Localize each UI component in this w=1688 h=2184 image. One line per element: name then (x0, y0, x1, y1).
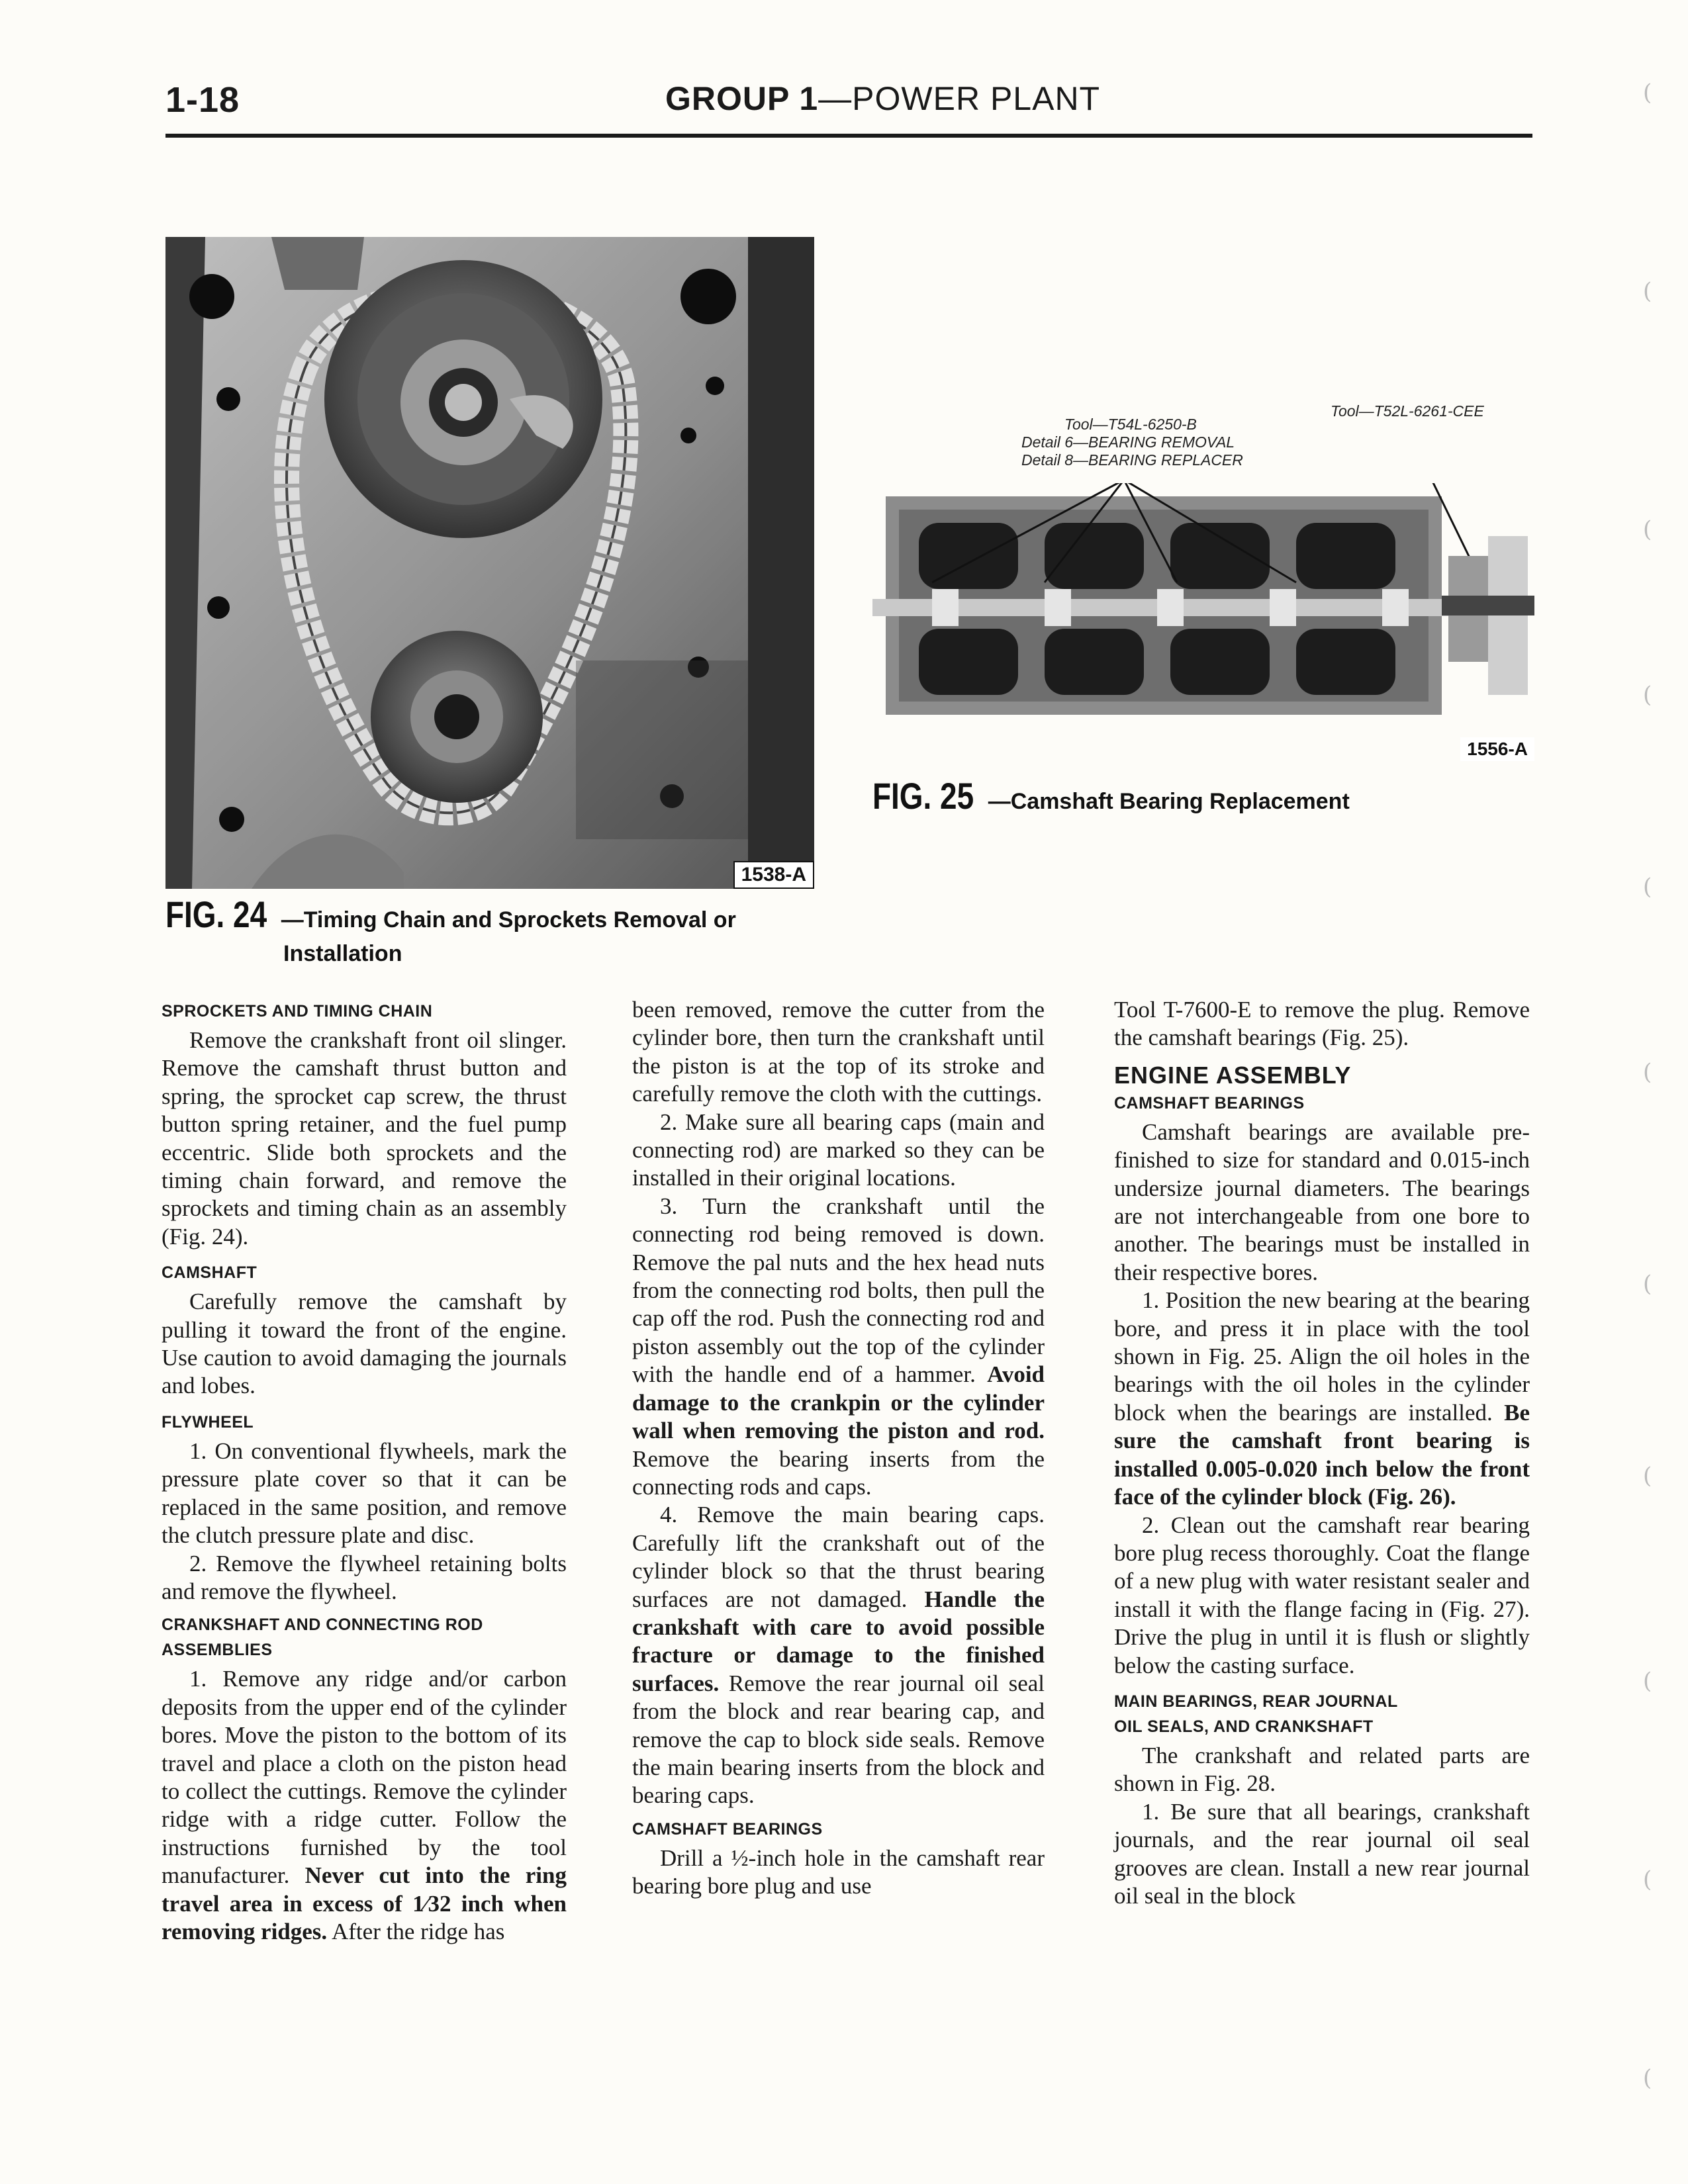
heading-camshaft: CAMSHAFT (162, 1263, 258, 1283)
binder-mark: ( (1643, 516, 1652, 543)
figure-24-caption-line2: Installation (283, 941, 402, 966)
heading-main-bearings-line1: MAIN BEARINGS, REAR JOURNAL (1114, 1692, 1398, 1711)
binder-mark: ( (1643, 79, 1652, 106)
paragraph-crank-step2: 2. Make sure all bearing caps (main and connecting rod) are marked so they can be installed in their original locations. (632, 1109, 1045, 1191)
crank-step1-text: 1. Remove any ridge and/or carbon deposits from the upper end of the cylinder bores. Move the piston to the bottom of its travel and place a cloth on the piston head to collect the cuttings. Remove the cylinder ridge with a ridge cutter. Follow the instructions furnished by the tool manufacturer. (162, 1666, 567, 1889)
paragraph-ridge-continued: been removed, remove the cutter from the cylinder bore, then turn the crankshaft until the piston is at the top of its stroke and carefully remove the cloth with the cuttings. (632, 997, 1045, 1107)
heading-main-bearings-line2: OIL SEALS, AND CRANKSHAFT (1114, 1717, 1374, 1736)
crank-step3-text: 3. Turn the crankshaft until the connecting rod being removed is down. Remove the pal nuts and the hex head nuts from the connecting rod bolts, then pull the cap off the rod. Push the connecting rod and piston assembly out the top of the cylinder with the handle end of a hammer. (632, 1193, 1045, 1388)
group-label: GROUP 1 (665, 80, 819, 117)
callout-detail-8 (1021, 451, 1243, 469)
text-column-1 (162, 996, 567, 1946)
cam-step1-text: 1. Position the new bearing at the bearing bore, and press it in place with the tool shown in Fig. 25. Align the oil holes in the bearings with the oil holes in the cylinder block when the bearings are installed. (1114, 1287, 1530, 1426)
paragraph-main-bearings-intro: The crankshaft and related parts are shown in Fig. 28. (1114, 1742, 1530, 1797)
heading-sprockets-timing-chain: SPROCKETS AND TIMING CHAIN (162, 1002, 433, 1021)
callout-detail-6 (1021, 433, 1235, 451)
callout-tool-1 (1064, 416, 1197, 433)
binder-mark: ( (1643, 1866, 1652, 1893)
text-column-3 (1114, 996, 1530, 1910)
heading-crankshaft-connecting-rod (162, 1612, 567, 1662)
paragraph-camshaft-bearings-info: Camshaft bearings are available pre-finished to size for standard and 0.015-inch undersize journal diameters. The bearings are not interchangeable from one bore to another. The bearings must be installed in their respective bores. (1114, 1118, 1530, 1285)
heading-camshaft-bearings: CAMSHAFT BEARINGS (632, 1819, 823, 1839)
heading-flywheel: FLYWHEEL (162, 1412, 254, 1432)
figure-25-photo (872, 483, 1534, 761)
heading-crankshaft-line1: CRANKSHAFT AND CONNECTING ROD (162, 1615, 483, 1635)
heading-main-bearings (1114, 1689, 1530, 1739)
crank-step4-warning: Handle the crankshaft with care to avoid possible fracture or damage to the finished surfaces. (632, 1586, 1045, 1696)
callout-tool-2-text: Tool—T52L-6261-CEE (1331, 402, 1484, 420)
paragraph-crank-step4 (632, 1501, 1045, 1809)
text-column-2 (632, 996, 1045, 1901)
callout-tool-2 (1331, 402, 1484, 420)
figure-24-label: FIG. 24 (165, 893, 267, 935)
paragraph-sprockets: Remove the crankshaft front oil slinger. Remove the camshaft thrust button and spring, the sprocket cap screw, the thrust button spring retainer, and the fuel pump eccentric. Slide both sprockets and the timing chain forward, and remove the sprockets and timing chain as an assembly (Fig. 24). (162, 1027, 567, 1250)
group-title: —POWER PLANT (818, 80, 1101, 117)
crank-step3-tail: Remove the bearing inserts from the connecting rods and caps. (632, 1445, 1045, 1500)
figure-24-photo (165, 237, 814, 889)
binder-mark: ( (1643, 1271, 1652, 1297)
callout-detail-6-text: Detail 6—BEARING REMOVAL (1021, 433, 1235, 451)
binder-mark: ( (1643, 874, 1652, 900)
crank-step3-warning: Avoid damage to the crankpin or the cylinder wall when removing the piston and rod. (632, 1361, 1045, 1444)
binder-mark: ( (1643, 2065, 1652, 2091)
crank-step4-tail: Remove the rear journal oil seal from the block and rear bearing cap, and remove the cap to block side seals. Remove the main bearing inserts from the block and bearing caps. (632, 1670, 1045, 1809)
paragraph-flywheel-step1: 1. On conventional flywheels, mark the pressure plate cover so that it can be replaced in the same position, and remove the clutch pressure plate and disc. (162, 1437, 567, 1549)
paragraph-camshaft-bearings-removal: Drill a ½-inch hole in the camshaft rear bearing bore plug and use (632, 1844, 1045, 1899)
binder-mark: ( (1643, 682, 1652, 708)
figure-25-caption (872, 774, 1534, 817)
paragraph-crankshaft-step1 (162, 1665, 567, 1946)
running-head (665, 79, 1100, 118)
figure-25-label: FIG. 25 (872, 775, 974, 817)
timing-chain-photo (165, 237, 814, 889)
figure-24-tag: 1538-A (733, 861, 814, 889)
camshaft-bearing-photo (872, 483, 1534, 761)
paragraph-camshaft-bearings-step2: 2. Clean out the camshaft rear bearing bore plug recess thoroughly. Coat the flange of a new plug with water resistant sealer and install it with the flange facing in (Fig. 27). Drive the plug in until it is flush or slightly below the casting surface. (1114, 1512, 1530, 1678)
paragraph-plug-removal-continued: Tool T-7600-E to remove the plug. Remove the camshaft bearings (Fig. 25). (1114, 997, 1530, 1051)
figure-24-caption-line1: —Timing Chain and Sprockets Removal or (281, 907, 736, 933)
crank-step1-tail: After the ridge has (332, 1918, 505, 1944)
page-number: 1-18 (165, 80, 240, 120)
paragraph-camshaft: Carefully remove the camshaft by pulling it toward the front of the engine. Use caution to avoid damaging the journals and lobes. (162, 1289, 567, 1399)
paragraph-camshaft-bearings-step1 (1114, 1287, 1530, 1511)
binder-mark: ( (1643, 278, 1652, 304)
cam-step1-warning: Be sure the camshaft front bearing is installed 0.005-0.020 inch below the front face of the cylinder block (Fig. 26). (1114, 1399, 1530, 1510)
heading-camshaft-bearings-assembly: CAMSHAFT BEARINGS (1114, 1093, 1305, 1113)
figure-24-caption (165, 893, 827, 968)
callout-tool-1-text: Tool—T54L-6250-B (1064, 416, 1197, 433)
paragraph-crank-step3 (632, 1193, 1045, 1501)
crank-step1-warning: Never cut into the ring travel area in excess of 1⁄32 inch when removing ridges. (162, 1862, 567, 1944)
heading-crankshaft-line2: ASSEMBLIES (162, 1641, 273, 1660)
figure-25-tag: 1556-A (1460, 737, 1534, 761)
callout-detail-8-text: Detail 8—BEARING REPLACER (1021, 451, 1243, 469)
binder-mark: ( (1643, 1668, 1652, 1694)
header-rule (165, 134, 1532, 138)
binder-mark: ( (1643, 1463, 1652, 1489)
heading-engine-assembly: ENGINE ASSEMBLY (1114, 1061, 1352, 1089)
figure-25-caption-text: —Camshaft Bearing Replacement (988, 789, 1350, 814)
paragraph-main-bearings-step1: 1. Be sure that all bearings, crankshaft journals, and the rear journal oil seal grooves are clean. Install a new rear journal oil seal in the block (1114, 1798, 1530, 1909)
crank-step4-text: 4. Remove the main bearing caps. Carefully lift the crankshaft out of the cylinder block so that the thrust bearing surfaces are not damaged. (632, 1502, 1045, 1612)
binder-mark: ( (1643, 1059, 1652, 1085)
paragraph-flywheel-step2: 2. Remove the flywheel retaining bolts and remove the flywheel. (162, 1550, 567, 1604)
